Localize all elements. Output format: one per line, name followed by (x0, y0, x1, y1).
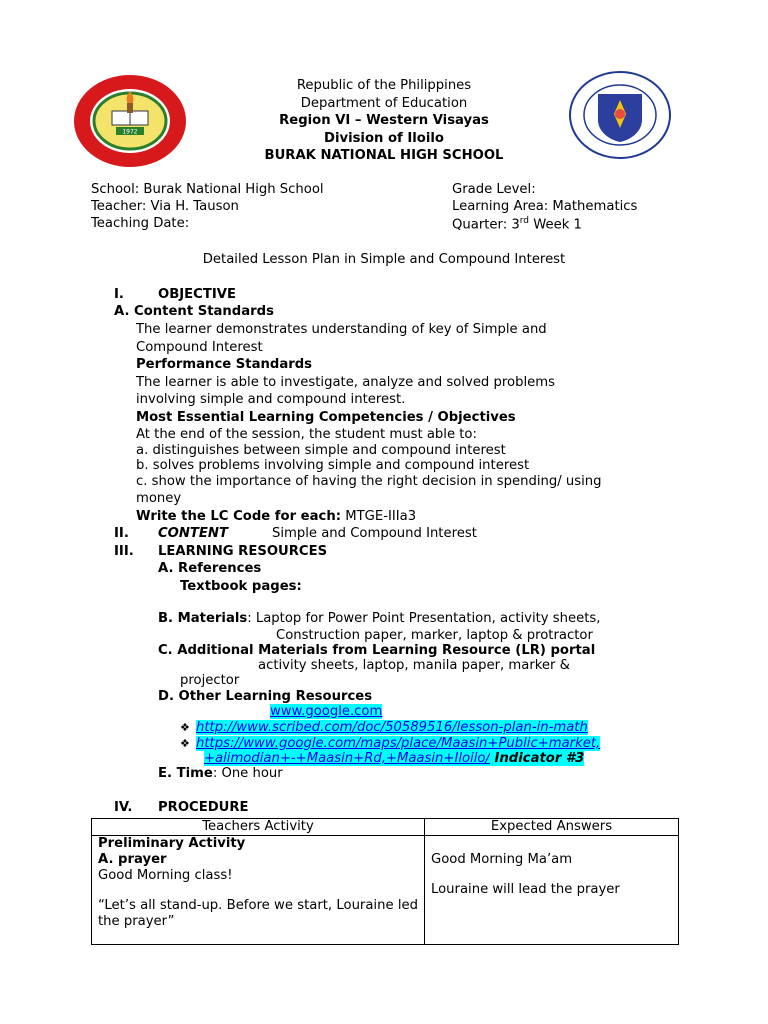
performance-standards-heading: Performance Standards (136, 357, 313, 372)
diamond-bullet-icon: ❖ (180, 737, 190, 750)
sec2-label: CONTENT (158, 526, 228, 541)
answer-greeting: Good Morning Ma’am (431, 852, 573, 867)
additional-materials-heading: C. Additional Materials from Learning Resource (LR) portal (158, 643, 596, 658)
materials-line (158, 611, 600, 626)
sec4-label: PROCEDURE (158, 800, 249, 815)
additional-materials-text-2: projector (180, 673, 240, 688)
indicator-label: Indicator #3 (489, 751, 585, 766)
time-text: : One hour (212, 766, 283, 781)
prayer-heading: A. prayer (98, 852, 167, 867)
link-maps-1[interactable]: https://www.google.com/maps/place/Maasin+Public+market, (196, 736, 601, 751)
content-standards-text-1: The learner demonstrates understanding of key of Simple and (136, 322, 547, 337)
link-maps-2[interactable]: +alimodian+-+Maasin+Rd,+Maasin+Iloilo/ (204, 751, 490, 766)
materials-label: B. Materials (158, 611, 248, 626)
link-google[interactable]: www.google.com (270, 704, 383, 719)
performance-standards-text-1: The learner is able to investigate, analyze and solved problems (136, 375, 555, 390)
prayer-instruction: “Let’s all stand-up. Before we start, Louraine led the prayer” (98, 898, 418, 929)
info-grade: Grade Level: (452, 182, 536, 197)
header-division: Division of Iloilo (324, 131, 444, 146)
col-expected-answers: Expected Answers (425, 819, 679, 836)
table-header-row (92, 819, 679, 836)
time-label: E. Time (158, 766, 213, 781)
quarter-text: Quarter: 3 (452, 217, 520, 233)
time-line (158, 766, 283, 781)
col-teachers-activity: Teachers Activity (92, 819, 425, 836)
preliminary-activity: Preliminary Activity (98, 836, 246, 851)
logo-year: 1972 (122, 128, 138, 136)
sec2-text: Simple and Compound Interest (272, 526, 477, 541)
sec1-label: OBJECTIVE (158, 287, 236, 302)
diamond-bullet-icon: ❖ (180, 721, 190, 734)
answer-prayer: Louraine will lead the prayer (431, 882, 620, 897)
additional-materials-text-1: activity sheets, laptop, manila paper, marker & (258, 658, 570, 673)
sec3-label: LEARNING RESOURCES (158, 544, 328, 559)
sec1-num: I. (114, 287, 124, 302)
procedure-table (91, 818, 679, 945)
header-school-name: BURAK NATIONAL HIGH SCHOOL (264, 148, 504, 163)
quarter-week: Week 1 (529, 217, 582, 233)
quarter-sup: rd (519, 216, 530, 226)
melc-intro: At the end of the session, the student must able to: (136, 427, 477, 442)
lc-code-line (136, 509, 416, 524)
link-maps-row (180, 736, 600, 751)
melc-c-1: c. show the importance of having the right decision in spending/ using (136, 474, 602, 489)
header-republic: Republic of the Philippines (296, 78, 472, 93)
link-scribed-row (180, 720, 588, 735)
melc-a: a. distinguishes between simple and compound interest (136, 443, 506, 458)
info-quarter (452, 216, 582, 232)
melc-heading: Most Essential Learning Competencies / Objectives (136, 410, 516, 425)
performance-standards-text-2: involving simple and compound interest. (136, 392, 406, 407)
other-resources-heading: D. Other Learning Resources (158, 689, 373, 704)
info-date: Teaching Date: (91, 216, 190, 231)
link-scribed[interactable]: http://www.scribed.com/doc/50589516/lesson-plan-in-math (196, 720, 588, 735)
materials-text-2: Construction paper, marker, laptop & protractor (276, 628, 593, 643)
info-area: Learning Area: Mathematics (452, 199, 638, 214)
info-teacher: Teacher: Via H. Tauson (91, 199, 239, 214)
content-standards-text-2: Compound Interest (136, 340, 263, 355)
lc-code-value: MTGE-IIIa3 (341, 509, 417, 524)
info-school: School: Burak National High School (91, 182, 324, 197)
sec2-num: II. (114, 526, 129, 541)
content-standards-heading: A. Content Standards (114, 304, 274, 319)
teacher-activity-cell (92, 836, 425, 945)
lc-code-label: Write the LC Code for each: (136, 509, 342, 524)
materials-text: : Laptop for Power Point Presentation, activity sheets, (247, 611, 601, 626)
header-department: Department of Education (300, 96, 468, 111)
textbook-pages: Textbook pages: (180, 579, 302, 594)
sec3-num: III. (114, 544, 134, 559)
melc-b: b. solves problems involving simple and compound interest (136, 458, 530, 473)
sec4-num: IV. (114, 800, 133, 815)
link-maps-row-2 (204, 751, 584, 766)
greeting-text: Good Morning class! (98, 868, 233, 883)
melc-c-2: money (136, 491, 182, 506)
references-heading: A. References (158, 561, 262, 576)
table-row (92, 836, 679, 945)
expected-answer-cell (425, 836, 679, 945)
header-region: Region VI – Western Visayas (279, 113, 489, 128)
lesson-title: Detailed Lesson Plan in Simple and Compound Interest (202, 252, 566, 267)
